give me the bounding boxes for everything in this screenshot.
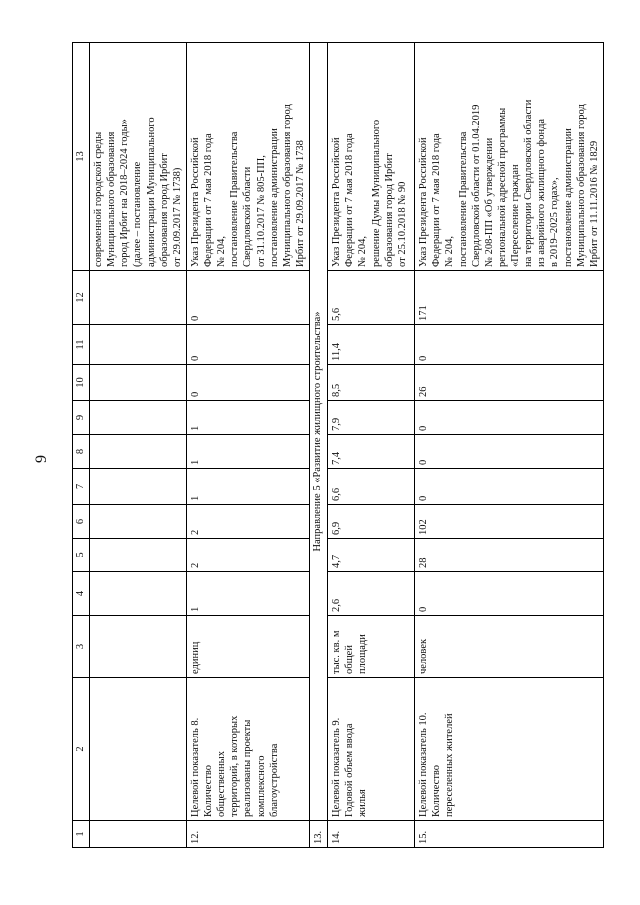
table-cell xyxy=(90,469,187,505)
table-cell xyxy=(90,435,187,469)
value-cell: 0 xyxy=(186,271,309,325)
section-heading: Направление 5 «Развитие жилищного строительства» xyxy=(310,43,328,821)
header-cell: 11 xyxy=(73,325,90,365)
source-cell: Указ Президента Российской Федерации от 7 мая 2018 года № 204, постановление Правительства Свердловской области от 01.04.2019 № 208-ПП «Об утверждении региональной адресной программы «Переселение граждан на территории Свердловской области из аварийного жилищного фонда в 2019–2025 годах», постановление администрации Муниципального образования город Ирбит от 11.11.2016 № 1829 xyxy=(415,43,604,271)
value-cell: 6,6 xyxy=(328,469,415,505)
value-cell: 7,4 xyxy=(328,435,415,469)
value-cell: 5,6 xyxy=(328,271,415,325)
page-number: 9 xyxy=(33,455,50,463)
table-cell xyxy=(90,401,187,435)
value-cell: 102 xyxy=(415,505,604,539)
value-cell: 7,9 xyxy=(328,401,415,435)
value-cell: 2 xyxy=(186,505,309,539)
rotated-table-block xyxy=(72,43,617,848)
row-number: 15. xyxy=(415,821,604,848)
row-number: 13. xyxy=(310,821,328,848)
header-cell: 8 xyxy=(73,435,90,469)
unit-cell: единиц xyxy=(186,616,309,678)
indicator-name: Целевой показатель 8. Количество общественных территорий, в которых реализованы проекты комплексного благоустройства xyxy=(186,678,309,821)
header-cell: 2 xyxy=(73,678,90,821)
unit-cell: человек xyxy=(415,616,604,678)
table-row-continuation xyxy=(90,43,187,848)
table-cell xyxy=(90,821,187,848)
value-cell: 0 xyxy=(415,469,604,505)
table-cell xyxy=(90,539,187,572)
table-row-15 xyxy=(415,43,604,848)
table-cell xyxy=(90,325,187,365)
value-cell: 1 xyxy=(186,469,309,505)
header-cell: 5 xyxy=(73,539,90,572)
value-cell: 8,5 xyxy=(328,365,415,401)
value-cell: 2 xyxy=(186,539,309,572)
value-cell: 0 xyxy=(415,572,604,616)
header-cell: 6 xyxy=(73,505,90,539)
table-cell xyxy=(90,572,187,616)
value-cell: 0 xyxy=(415,325,604,365)
value-cell: 0 xyxy=(186,325,309,365)
source-cell: Указ Президента Российской Федерации от 7 мая 2018 года № 204, постановление Правительства Свердловской области от 31.10.2017 № 805-ПП, постановление администрации Муниципального образования город Ирбит от 29.09.2017 № 1738 xyxy=(186,43,309,271)
value-cell: 0 xyxy=(186,365,309,401)
indicator-name: Целевой показатель 9. Годовой объем ввода жилья xyxy=(328,678,415,821)
indicators-table xyxy=(72,42,604,848)
header-cell: 9 xyxy=(73,401,90,435)
header-cell: 7 xyxy=(73,469,90,505)
table-cell xyxy=(90,616,187,678)
header-cell: 10 xyxy=(73,365,90,401)
header-cell: 1 xyxy=(73,821,90,848)
value-cell: 171 xyxy=(415,271,604,325)
value-cell: 0 xyxy=(415,401,604,435)
value-cell: 26 xyxy=(415,365,604,401)
table-cell xyxy=(90,365,187,401)
table-cell xyxy=(90,271,187,325)
header-cell: 12 xyxy=(73,271,90,325)
value-cell: 2,6 xyxy=(328,572,415,616)
source-cell: современной городской среды Муниципального образования город Ирбит на 2018–2024 годы» (далее – постановление администрации Муниципального образования город Ирбит от 29.09.2017 № 1738) xyxy=(90,43,187,271)
value-cell: 11,4 xyxy=(328,325,415,365)
value-cell: 1 xyxy=(186,435,309,469)
source-cell: Указ Президента Российской Федерации от 7 мая 2018 года № 204, решение Думы Муниципального образования город Ирбит от 25.10.2018 № 90 xyxy=(328,43,415,271)
row-number: 14. xyxy=(328,821,415,848)
value-cell: 0 xyxy=(415,435,604,469)
value-cell: 4,7 xyxy=(328,539,415,572)
table-cell xyxy=(90,505,187,539)
value-cell: 1 xyxy=(186,572,309,616)
indicator-name: Целевой показатель 10. Количество переселенных жителей xyxy=(415,678,604,821)
value-cell: 6,9 xyxy=(328,505,415,539)
value-cell: 1 xyxy=(186,401,309,435)
header-cell: 13 xyxy=(73,43,90,271)
value-cell: 28 xyxy=(415,539,604,572)
table-cell xyxy=(90,678,187,821)
table-row-14 xyxy=(328,43,415,848)
table-row-12 xyxy=(186,43,309,848)
header-cell: 4 xyxy=(73,572,90,616)
header-cell: 3 xyxy=(73,616,90,678)
table-header-row xyxy=(73,43,90,848)
unit-cell: тыс. кв. м общей площади xyxy=(328,616,415,678)
table-row-13 xyxy=(310,43,328,848)
row-number: 12. xyxy=(186,821,309,848)
